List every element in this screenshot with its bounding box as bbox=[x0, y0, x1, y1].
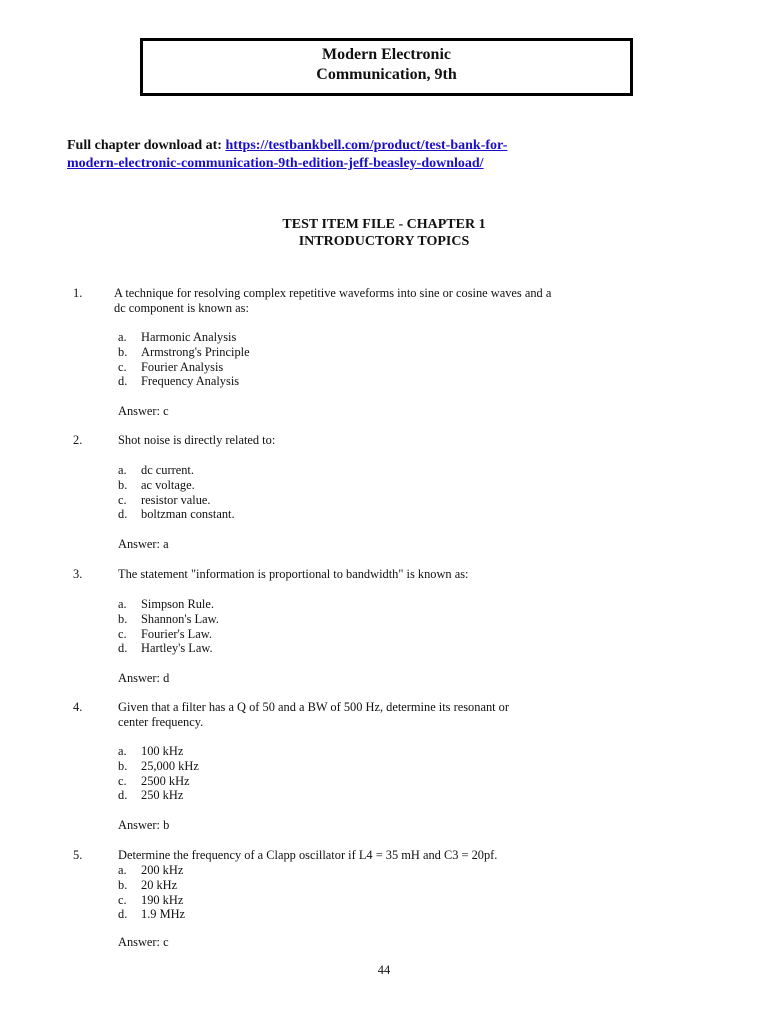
option-c: c. Fourier's Law. bbox=[118, 626, 212, 641]
question-number: 3. bbox=[73, 567, 83, 581]
document-title-box bbox=[140, 38, 633, 96]
option-c: c. Fourier Analysis bbox=[118, 359, 224, 374]
option-d: d. 250 kHz bbox=[118, 788, 184, 803]
option-d: d. boltzman constant. bbox=[118, 507, 235, 522]
download-link[interactable]: https://testbankbell.com/product/test-bank-for-modern-electronic-communication-9th-edition-jeff-beasley-download/ bbox=[67, 138, 508, 171]
option-a: a. 100 kHz bbox=[118, 744, 184, 758]
question-number: 1. bbox=[73, 286, 83, 300]
option-a: a. Harmonic Analysis bbox=[118, 330, 237, 344]
answer-text: Answer: a bbox=[118, 537, 169, 551]
title-line-1: Modern Electronic bbox=[321, 46, 451, 63]
option-d: d. Hartley's Law. bbox=[118, 641, 213, 656]
option-b: b. Shannon's Law. bbox=[118, 611, 219, 626]
title-line-2: Communication, 9th bbox=[316, 66, 457, 83]
option-d: d. 1.9 MHz bbox=[118, 907, 186, 922]
answer-text: Answer: c bbox=[118, 404, 169, 418]
chapter-subheading: INTRODUCTORY TOPICS bbox=[298, 234, 470, 249]
download-notice bbox=[67, 137, 527, 173]
option-c: c. 190 kHz bbox=[118, 892, 184, 907]
answer-text: Answer: b bbox=[118, 818, 170, 832]
question-text: A technique for resolving complex repetitive waveforms into sine or cosine waves and a dc component is known as: bbox=[114, 286, 552, 315]
option-b: b. Armstrong's Principle bbox=[118, 344, 250, 359]
option-b: b. 25,000 kHz bbox=[118, 758, 199, 773]
answer-text: Answer: d bbox=[118, 671, 170, 685]
option-b: b. ac voltage. bbox=[118, 477, 195, 492]
option-d: d. Frequency Analysis bbox=[118, 374, 240, 389]
question-text: Given that a filter has a Q of 50 and a BW of 500 Hz, determine its resonant or center frequency. bbox=[118, 700, 509, 729]
option-c: c. resistor value. bbox=[118, 492, 211, 507]
page-number: 44 bbox=[377, 963, 391, 977]
question-number: 2. bbox=[73, 433, 83, 447]
download-label: Full chapter download at: bbox=[67, 138, 226, 153]
option-c: c. 2500 kHz bbox=[118, 773, 190, 788]
question-number: 4. bbox=[73, 700, 83, 714]
chapter-heading: TEST ITEM FILE - CHAPTER 1 bbox=[282, 217, 486, 232]
question-number: 5. bbox=[73, 848, 83, 862]
option-b: b. 20 kHz bbox=[118, 877, 178, 892]
option-a: a. Simpson Rule. bbox=[118, 597, 214, 611]
question-text: Shot noise is directly related to: bbox=[118, 433, 276, 447]
answer-text: Answer: c bbox=[118, 935, 169, 949]
option-a: a. dc current. bbox=[118, 463, 194, 477]
option-a: a. 200 kHz bbox=[118, 863, 184, 877]
question-text: Determine the frequency of a Clapp oscillator if L4 = 35 mH and C3 = 20pf. bbox=[118, 848, 498, 862]
question-text: The statement "information is proportional to bandwidth" is known as: bbox=[118, 567, 469, 581]
